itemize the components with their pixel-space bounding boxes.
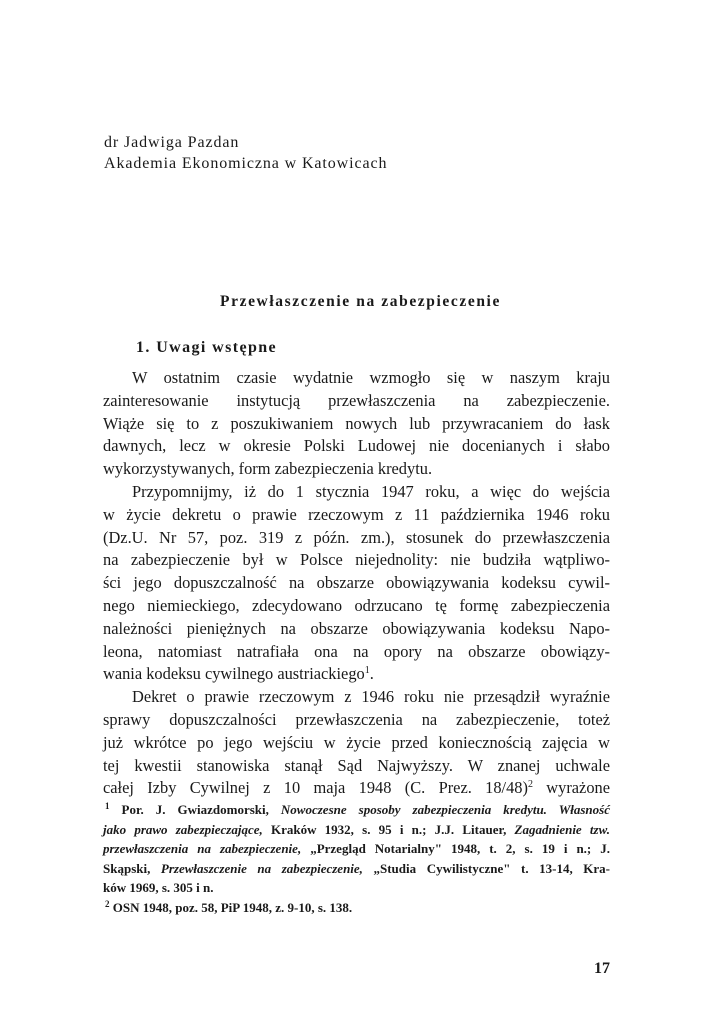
text-fragment: wania kodeksu cywilnego austriackiego (103, 664, 365, 684)
footnotes (103, 800, 610, 918)
footnote-italic: Przewłaszczenie na zabezpieczenie, (160, 860, 363, 876)
author-affiliation: Akademia Ekonomiczna w Katowicach (104, 155, 388, 172)
text-line: leona, natomiast natrafiała ona na opory na obszarze obowiązy- (103, 641, 610, 661)
footnote-text: Kraków 1932, s. 95 i n.; J.J. Litauer, (262, 821, 515, 837)
text-line: zainteresowanie instytucją przewłaszczenia na zabezpieczenie. (103, 390, 610, 410)
footnote-text: „Studia Cywilistyczne" t. 13-14, Kra- (362, 860, 610, 876)
text-line: dawnych, lecz w okresie Polski Ludowej nie docenianych i słabo (103, 436, 610, 456)
text-fragment: . (369, 664, 374, 684)
paragraph-3 (103, 686, 610, 800)
paragraph-1 (103, 367, 610, 481)
text-line: w życie dekretu o prawie rzeczowym z 11 października 1946 roku (103, 504, 610, 524)
footnote-ref-2[interactable]: 2 (527, 779, 533, 791)
footnote-ref-1[interactable]: 1 (364, 665, 370, 677)
footnote-line (103, 820, 610, 840)
text-fragment: całej Izby Cywilnej z 10 maja 1948 (C. Prez. 18/48) (103, 778, 528, 798)
footnote-text: Skąpski, (103, 860, 161, 876)
text-line: należności pieniężnych na obszarze obowiązywania kodeksu Napo- (103, 618, 610, 638)
text-line: Wiąże się to z poszukiwaniem nowych lub przywracaniem do łask (103, 413, 610, 433)
footnote-line (103, 898, 610, 918)
footnote-line (103, 839, 610, 859)
footnote-text: OSN 1948, poz. 58, PiP 1948, z. 9-10, s. 138. (109, 899, 353, 915)
text-line: na zabezpieczenie był w Polsce niejednolity: nie budziła wątpliwo- (103, 550, 610, 570)
footnote-italic: jako prawo zabezpieczające, (103, 821, 263, 837)
footnote-text: Por. J. Gwiazdomorski, (109, 802, 281, 817)
text-line: (Dz.U. Nr 57, poz. 319 z późn. zm.), stosunek do przewłaszczenia (103, 527, 610, 547)
footnote-line: ków 1969, s. 305 i n. (103, 880, 214, 896)
page-number: 17 (594, 960, 610, 977)
section-heading: 1. Uwagi wstępne (136, 339, 278, 356)
text-line: tej kwestii stanowiska stanął Sąd Najwyższy. W znanej uchwale (103, 755, 610, 775)
footnote-italic: Nowoczesne sposoby zabezpieczenia kredytu. Własność (280, 802, 610, 817)
article-body (103, 367, 610, 800)
text-line: W ostatnim czasie wydatnie wzmogło się w naszym kraju (132, 368, 610, 387)
footnote-1 (103, 800, 610, 898)
footnote-line (103, 800, 610, 820)
text-fragment: wyrażone (532, 778, 610, 798)
author-name: dr Jadwiga Pazdan (104, 134, 240, 151)
text-line (103, 663, 610, 686)
text-line (103, 777, 610, 800)
text-line: Przypomnijmy, iż do 1 stycznia 1947 roku, a więc do wejścia (132, 481, 610, 501)
paragraph-2 (103, 481, 610, 686)
text-line: nego niemieckiego, zdecydowano odrzucano tę formę zabezpieczenia (103, 595, 610, 615)
footnote-line (103, 859, 610, 879)
footnote-text: „Przegląd Notarialny" 1948, t. 2, s. 19 i n.; J. (301, 841, 611, 857)
article-title: Przewłaszczenie na zabezpieczenie (220, 293, 501, 310)
text-line: ści jego dopuszczalność na obszarze obowiązywania kodeksu cywil- (103, 573, 610, 593)
author-block (104, 132, 387, 174)
footnote-2 (103, 898, 610, 918)
text-line: Dekret o prawie rzeczowym z 1946 roku nie przesądził wyraźnie (132, 687, 610, 707)
text-line: już wkrótce po jego wejściu w życie przed koniecznością zajęcia w (103, 732, 610, 752)
footnote-number: 1 (105, 801, 110, 811)
footnote-number: 2 (105, 898, 110, 909)
text-line: wykorzystywanych, form zabezpieczenia kredytu. (103, 459, 433, 479)
footnote-italic: Zagadnienie tzw. (514, 821, 611, 837)
text-line: sprawy dopuszczalności przewłaszczenia na zabezpieczenie, toteż (103, 709, 610, 729)
footnote-italic: przewłaszczenia na zabezpieczenie, (103, 841, 302, 857)
